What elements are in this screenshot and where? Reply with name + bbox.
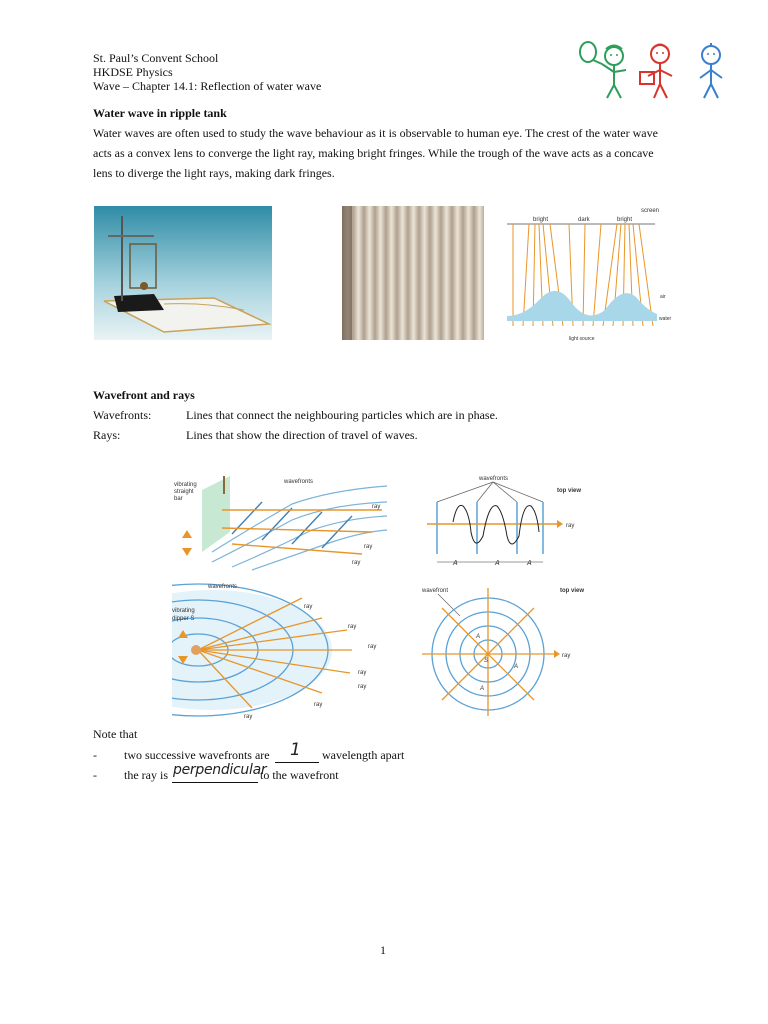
wavefronts-term: Wavefronts: xyxy=(93,408,152,422)
wavefront-label: wavefront xyxy=(422,588,449,594)
circular-wave-top-view xyxy=(420,582,600,716)
ray-label: ray xyxy=(372,504,381,510)
paragraph-line: acts as a convex lens to converge the light ray, making bright fringes. While the trough of the wave acts as a concave xyxy=(93,146,654,160)
plane-wave-top-view xyxy=(423,472,603,570)
ray-label: ray xyxy=(358,684,367,690)
ray-label: ray xyxy=(566,523,575,529)
note-dash: - xyxy=(93,768,97,782)
vibrating-bar-label-2: straight xyxy=(174,489,194,495)
circular-wave-figure xyxy=(172,578,402,722)
page-number: 1 xyxy=(380,943,386,957)
ripple-tank-paragraph xyxy=(93,123,685,183)
subject-name: HKDSE Physics xyxy=(93,65,173,79)
wavefronts-label: wavefronts xyxy=(479,476,509,482)
rays-definition: Lines that show the direction of travel of waves. xyxy=(186,428,418,442)
ray-label: ray xyxy=(562,653,571,659)
dark-label: dark xyxy=(578,217,590,223)
section-title-ripple-tank: Water wave in ripple tank xyxy=(93,106,227,120)
note-1-text-after: wavelength apart xyxy=(322,748,405,762)
cartoon-kids-logo xyxy=(574,40,734,106)
paragraph-line: lens to diverge the light rays, making dark fringes. xyxy=(93,166,335,180)
note-1-blank xyxy=(275,762,319,763)
screen-label: screen xyxy=(641,208,660,214)
top-view-label: top view xyxy=(557,488,582,494)
vibrating-dipper-label-2: dipper S xyxy=(172,616,195,622)
air-label: air xyxy=(660,294,666,300)
wavelength-label: A xyxy=(480,686,485,692)
ray-label: ray xyxy=(368,644,377,650)
ray-label: ray xyxy=(304,604,313,610)
rays-term: Rays: xyxy=(93,428,121,442)
ripple-pattern-photo xyxy=(342,206,484,340)
ripple-tank-photo xyxy=(94,206,272,340)
note-1-handwritten-answer: 1 xyxy=(290,740,301,760)
source-s-label: S xyxy=(484,658,489,664)
wavelength-label: A xyxy=(527,560,532,567)
chapter-title: Wave – Chapter 14.1: Reflection of water wave xyxy=(93,79,322,93)
school-name: St. Paul’s Convent School xyxy=(93,51,219,65)
note-1-text-before: two successive wavefronts are xyxy=(124,748,270,762)
bright-label-2: bright xyxy=(617,217,633,223)
wavelength-label: A xyxy=(476,634,481,640)
note-2-text-before: the ray is xyxy=(124,768,168,782)
ray-label: ray xyxy=(244,714,253,720)
wavelength-label: A xyxy=(514,664,519,670)
note-dash: - xyxy=(93,748,97,762)
vibrating-dipper-label-1: vibrating xyxy=(172,608,195,614)
ray-label: ray xyxy=(314,702,323,708)
section-title-wavefront: Wavefront and rays xyxy=(93,388,195,402)
wavelength-label: A xyxy=(453,560,458,567)
plane-wave-figure xyxy=(172,472,402,572)
ray-label: ray xyxy=(348,624,357,630)
note-2-blank xyxy=(172,782,258,783)
vibrating-bar-label-3: bar xyxy=(174,496,183,502)
wavefronts-label: wavefronts xyxy=(284,479,314,485)
top-view-label: top view xyxy=(560,588,585,594)
water-label: water xyxy=(659,316,672,322)
note-2-text-after: to the wavefront xyxy=(260,768,339,782)
notes-heading: Note that xyxy=(93,727,138,741)
ray-label: ray xyxy=(364,544,373,550)
note-2-handwritten-answer: perpendicular xyxy=(173,762,267,778)
bright-label-1: bright xyxy=(533,217,549,223)
wavefronts-definition: Lines that connect the neighbouring particles which are in phase. xyxy=(186,408,498,422)
light-source-label: light source xyxy=(569,336,595,342)
ray-label: ray xyxy=(358,670,367,676)
wavelength-label: A xyxy=(495,560,500,567)
ray-label: ray xyxy=(352,560,361,566)
vibrating-bar-label-1: vibrating xyxy=(174,482,197,488)
wavefronts-label: wavefronts xyxy=(208,584,238,590)
paragraph-line: Water waves are often used to study the wave behaviour as it is observable to human eye. The crest of the water wave xyxy=(93,126,658,140)
lens-diagram xyxy=(505,206,675,344)
